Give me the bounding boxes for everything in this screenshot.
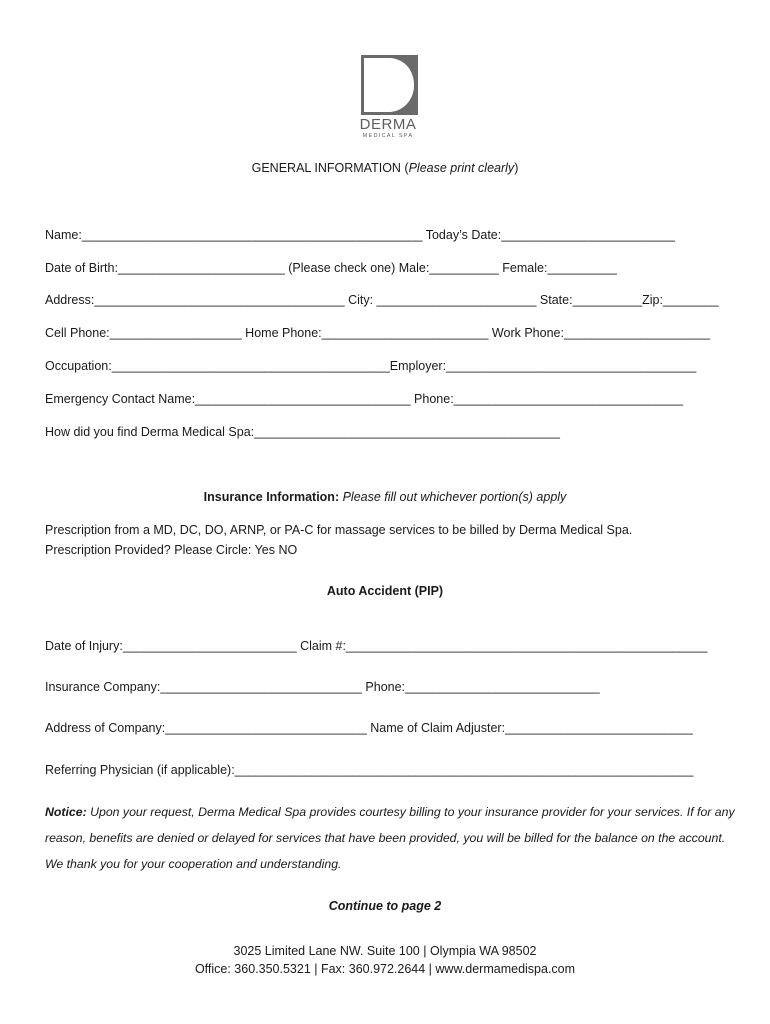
emergency-field-line[interactable]: Emergency Contact Name:_______________________________ Phone:_________________________________	[45, 392, 684, 406]
footer-contact: Office: 360.350.5321 | Fax: 360.972.2644 | www.dermamedispa.com	[194, 962, 576, 976]
general-heading: GENERAL INFORMATION (Please print clearly)	[251, 161, 519, 175]
referral-field-line[interactable]: How did you find Derma Medical Spa:____________________________________________	[45, 425, 561, 439]
prescription-question[interactable]: Prescription Provided? Please Circle: Yes NO	[45, 543, 298, 557]
referring-physician-field-line[interactable]: Referring Physician (if applicable):__________________________________________________________________	[45, 763, 694, 777]
dob-field-line[interactable]: Date of Birth:________________________ (Please check one) Male:__________ Female:__________	[45, 261, 617, 275]
footer-address: 3025 Limited Lane NW. Suite 100 | Olympia WA 98502	[233, 944, 537, 958]
phone-field-line[interactable]: Cell Phone:___________________ Home Phone:________________________ Work Phone:_____________________	[45, 326, 710, 340]
company-address-field-line[interactable]: Address of Company:_____________________________ Name of Claim Adjuster:___________________________	[45, 721, 693, 735]
auto-heading: Auto Accident (PIP)	[326, 584, 444, 598]
logo-subtitle: MEDICAL SPA	[362, 133, 414, 139]
prescription-text: Prescription from a MD, DC, DO, ARNP, or PA-C for massage services to be billed by Derma Medical Spa.	[45, 523, 633, 537]
occupation-field-line[interactable]: Occupation:________________________________________Employer:____________________________________	[45, 359, 697, 373]
insurance-company-field-line[interactable]: Insurance Company:_____________________________ Phone:____________________________	[45, 680, 600, 694]
notice-paragraph: Notice: Upon your request, Derma Medical Spa provides courtesy billing to your insurance provider for your services. If for any reason, benefits are denied or delayed for services that have been provided, you will be billed for the balance on the account. We thank you for your cooperation and understanding.	[45, 805, 735, 871]
injury-field-line[interactable]: Date of Injury:_________________________ Claim #:____________________________________________________	[45, 639, 708, 653]
continue-label: Continue to page 2	[328, 899, 442, 913]
logo	[358, 53, 418, 139]
d-letter-icon	[358, 53, 418, 115]
insurance-heading: Insurance Information: Please fill out whichever portion(s) apply	[203, 490, 567, 504]
name-field-line[interactable]: Name:_________________________________________________ Today’s Date:_________________________	[45, 228, 676, 242]
logo-brand: DERMA	[359, 116, 417, 133]
address-field-line[interactable]: Address:____________________________________ City: _______________________ State:__________Zip:________	[45, 293, 719, 307]
